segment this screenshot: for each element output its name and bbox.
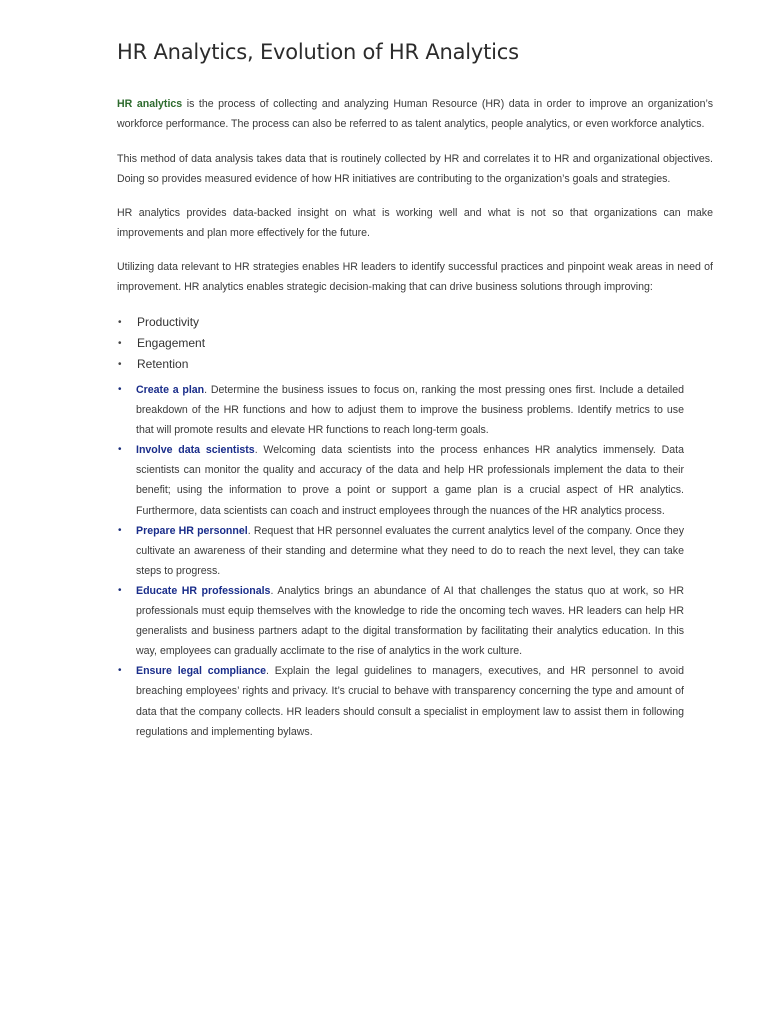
step-heading: Prepare HR personnel <box>136 524 248 537</box>
step-text: . Explain the legal guidelines to managers, executives, and HR personnel to avoid breaching employees’ rights and privacy. It’s crucial to behave with transparency concerning the type and amount of data that the company collects. HR leaders should consult a specialist in employment law to assist them in following regulations and implementing bylaws. <box>136 665 684 738</box>
list-item-label: Engagement <box>137 336 206 350</box>
page-title: HR Analytics, Evolution of HR Analytics <box>117 40 519 64</box>
bullet-icon: • <box>118 584 122 596</box>
intro-paragraph <box>117 94 713 134</box>
step-heading: Ensure legal compliance <box>136 665 266 678</box>
step-item <box>117 440 684 520</box>
step-heading: Involve data scientists <box>136 444 255 457</box>
bullet-icon: • <box>118 359 122 370</box>
step-item <box>117 521 684 581</box>
step-heading: Educate HR professionals <box>136 584 271 597</box>
step-item <box>117 661 684 741</box>
list-item <box>118 312 205 333</box>
step-item <box>117 581 684 661</box>
intro-text: is the process of collecting and analyzing Human Resource (HR) data in order to improve an organization’s workforce performance. The process can also be referred to as talent analytics, people analytics, or even workforce analytics. <box>117 98 714 130</box>
list-item <box>118 354 205 375</box>
bullet-icon: • <box>118 338 122 349</box>
step-text: . Request that HR personnel evaluates the current analytics level of the company. Once they cultivate an awareness of their standing and determine what they need to do to reach the next level, they can take steps to progress. <box>136 524 684 577</box>
bullet-icon: • <box>118 444 122 456</box>
bullet-icon: • <box>118 524 122 536</box>
paragraph: HR analytics provides data-backed insight on what is working well and what is not so that organizations can make improvements and plan more effectively for the future. <box>117 207 713 239</box>
step-heading: Create a plan <box>136 384 205 396</box>
list-item-label: Retention <box>137 357 189 371</box>
step-text: . Determine the business issues to focus on, ranking the most pressing ones first. Include a detailed breakdown of the HR functions and how to adjust them to improve the business problems. Identify metrics to use that will promote results and elevate HR functions to reach long-term goals. <box>136 384 684 437</box>
step-item <box>117 380 684 440</box>
steps-list <box>117 380 717 742</box>
list-item-label: Productivity <box>137 315 200 329</box>
improvement-list <box>118 312 205 375</box>
step-text: . Welcoming data scientists into the process enhances HR analytics immensely. Data scientists can monitor the quality and accuracy of the data and help HR professionals implement the data to their benefit; using the information to prove a point or support a game plan is a crucial aspect of HR analytics. Furthermore, data scientists can coach and instruct employees through the nuances of the HR analytics process. <box>136 444 685 517</box>
intro-term: HR analytics <box>117 98 183 110</box>
bullet-icon: • <box>118 384 122 395</box>
step-text: . Analytics brings an abundance of AI that challenges the status quo at work, so HR professionals must equip themselves with the knowledge to ride the oncoming tech waves. HR leaders can help HR generalists and business partners adapt to the digital transformation by facilitating their analytics education. In this way, employees can gradually acclimate to the rise of analytics in the work culture. <box>136 584 684 658</box>
bullet-icon: • <box>118 665 122 677</box>
paragraph: This method of data analysis takes data that is routinely collected by HR and correlates it to HR and organizational objectives. Doing so provides measured evidence of how HR initiatives are contributing to the organization’s goals and strategies. <box>117 153 713 185</box>
bullet-icon: • <box>118 317 122 328</box>
paragraph: Utilizing data relevant to HR strategies enables HR leaders to identify successful practices and pinpoint weak areas in need of improvement. HR analytics enables strategic decision-making that can drive business solutions through improving: <box>117 261 713 293</box>
list-item <box>118 333 205 354</box>
